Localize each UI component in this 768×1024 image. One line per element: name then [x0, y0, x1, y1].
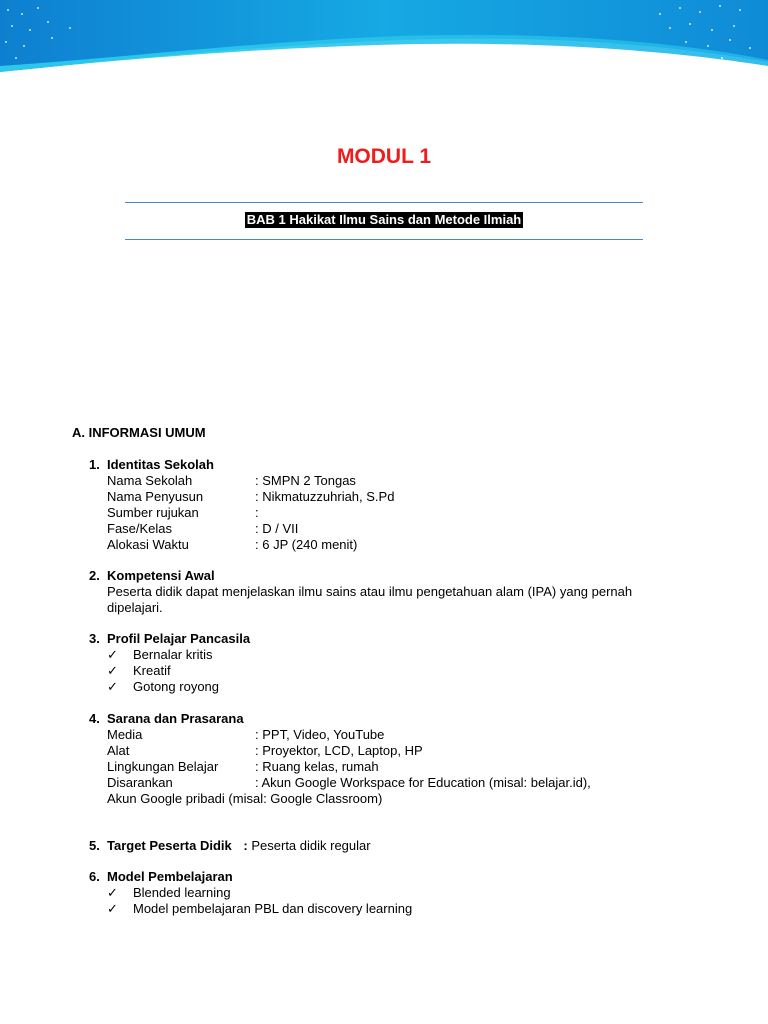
checklist-item — [107, 679, 219, 695]
checklist-item — [107, 901, 412, 917]
info-label: Nama Penyusun — [107, 489, 204, 504]
item-title: Identitas Sekolah — [107, 457, 214, 472]
header-banner — [0, 0, 768, 80]
info-value: : Nikmatuzzuhriah, S.Pd — [255, 489, 395, 504]
paragraph-line: dipelajari. — [107, 600, 163, 615]
info-value: : Ruang kelas, rumah — [255, 759, 379, 774]
item-model-pembelajaran — [89, 869, 689, 919]
info-label: Lingkungan Belajar — [107, 759, 219, 774]
item-title: Profil Pelajar Pancasila — [107, 631, 251, 646]
checklist-item — [107, 647, 212, 663]
checkmark-icon: ✓ — [107, 663, 118, 678]
item-title: Target Peserta Didik — [107, 838, 232, 853]
info-row — [107, 489, 667, 505]
checkmark-icon: ✓ — [107, 647, 118, 662]
checklist-item — [107, 663, 171, 679]
info-label: Nama Sekolah — [107, 473, 193, 488]
checklist-text: Gotong royong — [133, 679, 220, 694]
checklist-item — [107, 885, 231, 901]
chapter-heading-wrap — [0, 211, 768, 229]
info-row — [107, 727, 667, 743]
info-label: Sumber rujukan — [107, 505, 199, 520]
item-target-peserta — [89, 838, 689, 856]
item-profil-pelajar — [89, 631, 689, 697]
info-value: : D / VII — [255, 521, 299, 536]
paragraph-line: Akun Google pribadi (misal: Google Classroom) — [107, 791, 383, 806]
item-title: Sarana dan Prasarana — [107, 711, 244, 726]
item-value: Peserta didik regular — [251, 838, 371, 853]
info-value: : SMPN 2 Tongas — [255, 473, 356, 488]
info-row — [107, 521, 667, 537]
info-label: Media — [107, 727, 143, 742]
item-separator: : — [243, 838, 248, 853]
divider-bottom — [125, 239, 643, 240]
item-heading — [89, 838, 689, 854]
checkmark-icon: ✓ — [107, 901, 118, 916]
item-heading — [89, 457, 689, 473]
info-value: : 6 JP (240 menit) — [255, 537, 358, 552]
item-number: 5. — [89, 838, 100, 853]
item-number: 2. — [89, 568, 100, 583]
chapter-heading: BAB 1 Hakikat Ilmu Sains dan Metode Ilmiah — [246, 212, 522, 227]
info-row — [107, 759, 667, 775]
info-row — [107, 473, 667, 489]
paragraph-line: Peserta didik dapat menjelaskan ilmu sains atau ilmu pengetahuan alam (IPA) yang pernah — [107, 584, 633, 599]
checklist-text: Model pembelajaran PBL dan discovery learning — [133, 901, 413, 916]
info-row — [107, 505, 667, 521]
item-heading — [89, 631, 689, 647]
checklist-text: Bernalar kritis — [133, 647, 213, 662]
item-heading — [89, 568, 689, 584]
section-informasi-umum: A. INFORMASI UMUM — [72, 425, 206, 440]
info-label: Alat — [107, 743, 130, 758]
item-kompetensi-awal — [89, 568, 689, 618]
info-label: Disarankan — [107, 775, 173, 790]
checkmark-icon: ✓ — [107, 885, 118, 900]
item-title: Model Pembelajaran — [107, 869, 233, 884]
info-row — [107, 537, 667, 553]
info-value: : Akun Google Workspace for Education (misal: belajar.id), — [255, 775, 591, 790]
divider-top — [125, 202, 643, 203]
item-identitas-sekolah — [89, 457, 689, 557]
info-label: Alokasi Waktu — [107, 537, 189, 552]
info-value: : Proyektor, LCD, Laptop, HP — [255, 743, 423, 758]
info-label: Fase/Kelas — [107, 521, 173, 536]
checkmark-icon: ✓ — [107, 679, 118, 694]
item-heading — [89, 711, 689, 727]
info-row — [107, 775, 667, 791]
info-value: : PPT, Video, YouTube — [255, 727, 385, 742]
info-row — [107, 743, 667, 759]
item-number: 6. — [89, 869, 100, 884]
info-value: : — [255, 505, 259, 520]
item-number: 1. — [89, 457, 100, 472]
checklist-text: Kreatif — [133, 663, 171, 678]
item-number: 4. — [89, 711, 100, 726]
item-number: 3. — [89, 631, 100, 646]
checklist-text: Blended learning — [133, 885, 231, 900]
item-title: Kompetensi Awal — [107, 568, 215, 583]
module-title: MODUL 1 — [336, 145, 432, 168]
item-sarana-prasarana — [89, 711, 689, 811]
item-heading — [89, 869, 689, 885]
